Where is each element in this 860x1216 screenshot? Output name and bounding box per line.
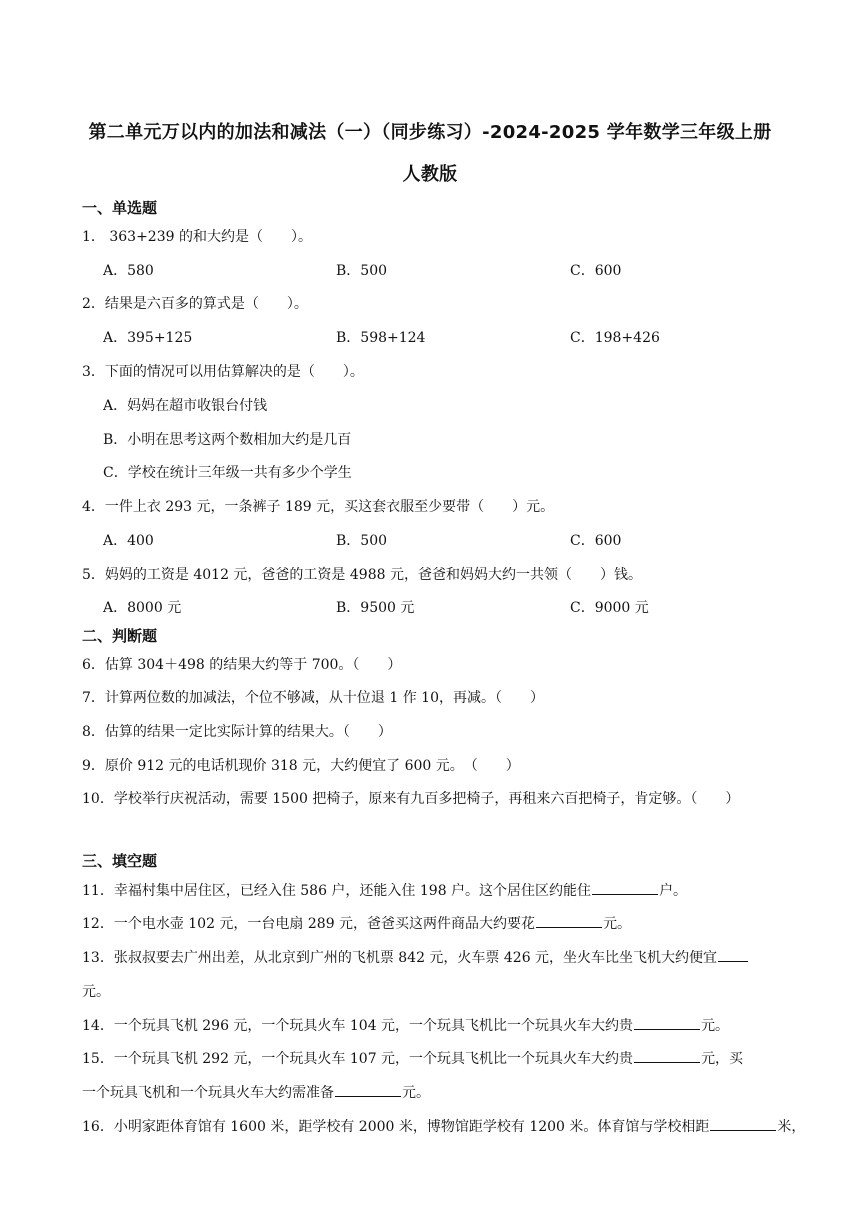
question-16-unit: 米， [777, 1119, 806, 1135]
question-12 [82, 913, 631, 933]
option-2b: B．598+124 [336, 330, 426, 346]
question-15-line2 [82, 1082, 430, 1102]
question-11 [82, 880, 687, 900]
question-11-unit: 户。 [659, 883, 688, 899]
question-5: 5．妈妈的工资是 4012 元，爸爸的工资是 4988 元，爸爸和妈妈大约一共领（ ）钱。 [82, 567, 642, 583]
question-11-text: 11．幸福村集中居住区，已经入住 586 户，还能入住 198 户。这个居住区约能住 [82, 883, 592, 899]
section-heading-single-choice: 一、单选题 [82, 199, 158, 217]
question-14 [82, 1015, 729, 1035]
question-3: 3．下面的情况可以用估算解决的是（ ）。 [82, 364, 364, 380]
question-8: 8．估算的结果一定比实际计算的结果大。（ ） [82, 724, 392, 740]
option-5b: B．9500 元 [336, 600, 415, 616]
answer-blank [335, 1082, 401, 1097]
question-6: 6．估算 304＋498 的结果大约等于 700。（ ） [82, 657, 402, 673]
question-14-text: 14．一个玩具飞机 296 元，一个玩具火车 104 元，一个玩具飞机比一个玩具火车大约贵 [82, 1018, 634, 1034]
option-2c: C．198+426 [570, 330, 660, 346]
page-title: 第二单元万以内的加法和减法（一）（同步练习）-2024-2025 学年数学三年级上册 [88, 122, 772, 143]
question-15 [82, 1048, 743, 1068]
question-13 [82, 947, 749, 967]
question-1: 1． 363+239 的和大约是（ ）。 [82, 229, 312, 245]
question-15-unit: 元。 [402, 1085, 430, 1101]
answer-blank [592, 880, 658, 895]
question-12-text: 12．一个电水壶 102 元，一台电扇 289 元，爸爸买这两件商品大约要花 [82, 916, 536, 932]
question-15-text: 15．一个玩具飞机 292 元，一个玩具火车 107 元，一个玩具飞机比一个玩具火车大约贵 [82, 1051, 634, 1067]
question-4: 4．一件上衣 293 元，一条裤子 189 元，买这套衣服至少要带（ ）元。 [82, 499, 555, 515]
question-16-text: 16．小明家距体育馆有 1600 米，距学校有 2000 米，博物馆距学校有 1200 米。体育馆与学校相距 [82, 1119, 710, 1135]
option-1a: A．580 [103, 263, 154, 279]
question-9: 9．原价 912 元的电话机现价 318 元，大约便宜了 600 元。 （ ） [82, 758, 520, 774]
option-4a: A．400 [103, 533, 154, 549]
answer-blank [710, 1116, 776, 1131]
option-4c: C．600 [570, 533, 622, 549]
question-10: 10．学校举行庆祝活动，需要 1500 把椅子，原来有九百多把椅子，再租来六百把椅子，肯定够。（ ） [82, 791, 740, 807]
question-13-text: 13．张叔叔要去广州出差，从北京到广州的飞机票 842 元，火车票 426 元，坐火车比坐飞机大约便宜 [82, 950, 718, 966]
option-3c: C．学校在统计三年级一共有多少个学生 [103, 465, 352, 481]
section-heading-judgment: 二、判断题 [82, 627, 158, 645]
option-1b: B．500 [336, 263, 388, 279]
option-3b: B．小明在思考这两个数相加大约是几百 [103, 432, 352, 448]
question-15-mid: 元，买 [701, 1051, 744, 1067]
option-5c: C．9000 元 [570, 600, 649, 616]
page-subtitle: 人教版 [402, 164, 458, 185]
answer-blank [634, 1048, 700, 1063]
option-5a: A．8000 元 [103, 600, 182, 616]
option-3a: A．妈妈在超市收银台付钱 [103, 398, 268, 414]
section-heading-fill-blank: 三、填空题 [82, 852, 158, 870]
question-12-unit: 元。 [603, 916, 632, 932]
question-16 [82, 1116, 805, 1136]
question-15-text-2: 一个玩具飞机和一个玩具火车大约需准备 [82, 1085, 334, 1101]
answer-blank [718, 947, 748, 962]
question-14-unit: 元。 [701, 1018, 730, 1034]
question-13-unit: 元。 [82, 984, 110, 1000]
answer-blank [536, 913, 602, 928]
question-2: 2．结果是六百多的算式是（ ）。 [82, 296, 308, 312]
answer-blank [634, 1015, 700, 1030]
option-4b: B．500 [336, 533, 388, 549]
option-2a: A．395+125 [103, 330, 193, 346]
option-1c: C．600 [570, 263, 622, 279]
question-7: 7．计算两位数的加减法，个位不够减，从十位退 1 作 10，再减。（ ） [82, 690, 544, 706]
